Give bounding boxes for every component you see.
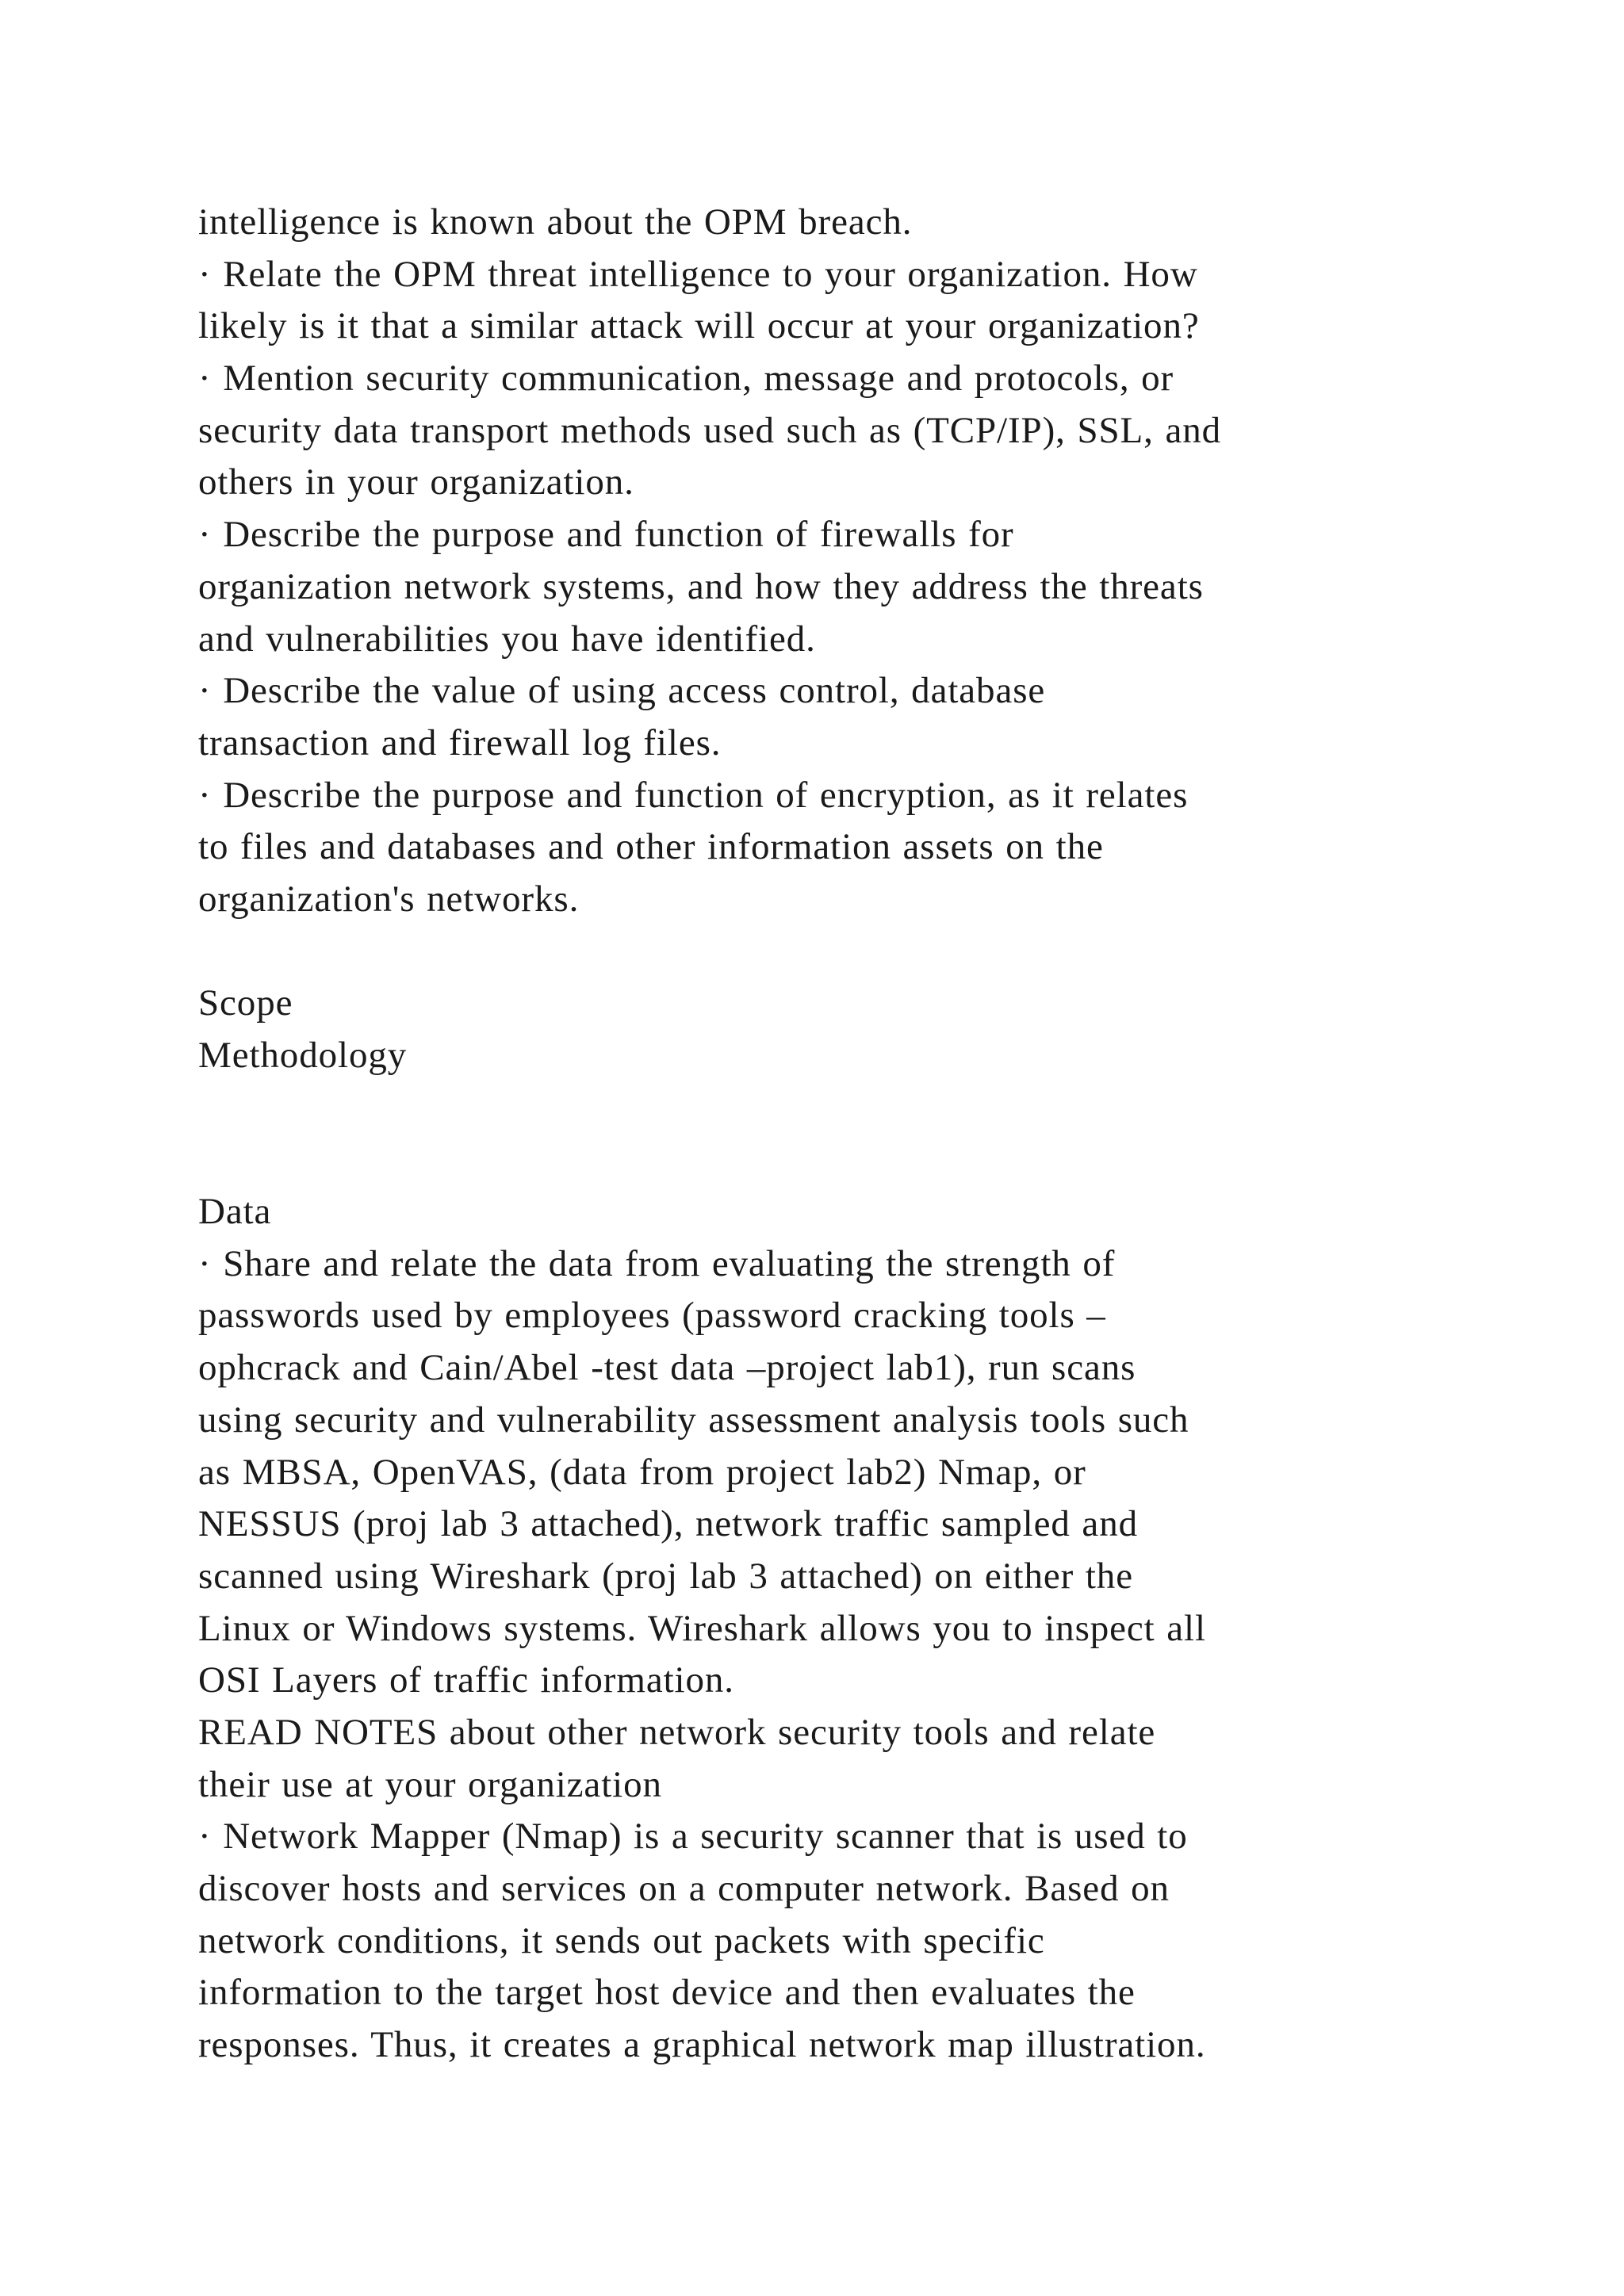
text-line: responses. Thus, it creates a graphical network map illustration. (198, 2024, 1206, 2066)
bullet-line: · Relate the OPM threat intelligence to your organization. How (198, 253, 1198, 295)
bullet-line: · Share and relate the data from evaluating the strength of (198, 1242, 1116, 1284)
text-line: likely is it that a similar attack will occur at your organization? (198, 305, 1200, 347)
text-line: intelligence is known about the OPM breach. (198, 201, 913, 243)
section-heading-data: Data (198, 1191, 272, 1233)
text-line: organization network systems, and how they address the threats (198, 565, 1204, 607)
text-line: network conditions, it sends out packets with specific (198, 1919, 1045, 1961)
document-body (198, 197, 1499, 2072)
text-line: discover hosts and services on a computer network. Based on (198, 1868, 1170, 1909)
text-line: using security and vulnerability assessment analysis tools such (198, 1399, 1189, 1441)
blank-line (198, 1134, 1499, 1186)
bullet-line: · Describe the purpose and function of encryption, as it relates (198, 774, 1189, 816)
bullet-line: · Describe the purpose and function of firewalls for (198, 514, 1014, 556)
text-line: their use at your organization (198, 1763, 662, 1805)
text-line: Linux or Windows systems. Wireshark allows you to inspect all (198, 1607, 1206, 1649)
text-line: organization's networks. (198, 878, 580, 920)
text-line: and vulnerabilities you have identified. (198, 618, 816, 660)
text-line: OSI Layers of traffic information. (198, 1659, 734, 1701)
text-line: as MBSA, OpenVAS, (data from project lab2) Nmap, or (198, 1451, 1086, 1493)
section-heading-scope: Scope (198, 982, 293, 1024)
text-line: transaction and firewall log files. (198, 721, 722, 763)
text-line: scanned using Wireshark (proj lab 3 attached) on either the (198, 1555, 1133, 1597)
text-line: information to the target host device and then evaluates the (198, 1972, 1136, 2014)
text-line: others in your organization. (198, 461, 634, 503)
blank-line (198, 1082, 1499, 1135)
text-line: NESSUS (proj lab 3 attached), network traffic sampled and (198, 1503, 1138, 1545)
text-line: to files and databases and other information assets on the (198, 826, 1104, 868)
bullet-line: · Mention security communication, message and protocols, or (198, 358, 1174, 400)
text-line: passwords used by employees (password cracking tools – (198, 1295, 1106, 1337)
text-line: ophcrack and Cain/Abel -test data –project lab1), run scans (198, 1347, 1136, 1389)
bullet-line: · Network Mapper (Nmap) is a security scanner that is used to (198, 1816, 1188, 1858)
notes-line: READ NOTES about other network security tools and relate (198, 1711, 1156, 1753)
bullet-line: · Describe the value of using access control, database (198, 670, 1046, 712)
text-line: security data transport methods used such as (TCP/IP), SSL, and (198, 409, 1221, 451)
section-heading-methodology: Methodology (198, 1035, 408, 1076)
blank-line (198, 926, 1499, 978)
